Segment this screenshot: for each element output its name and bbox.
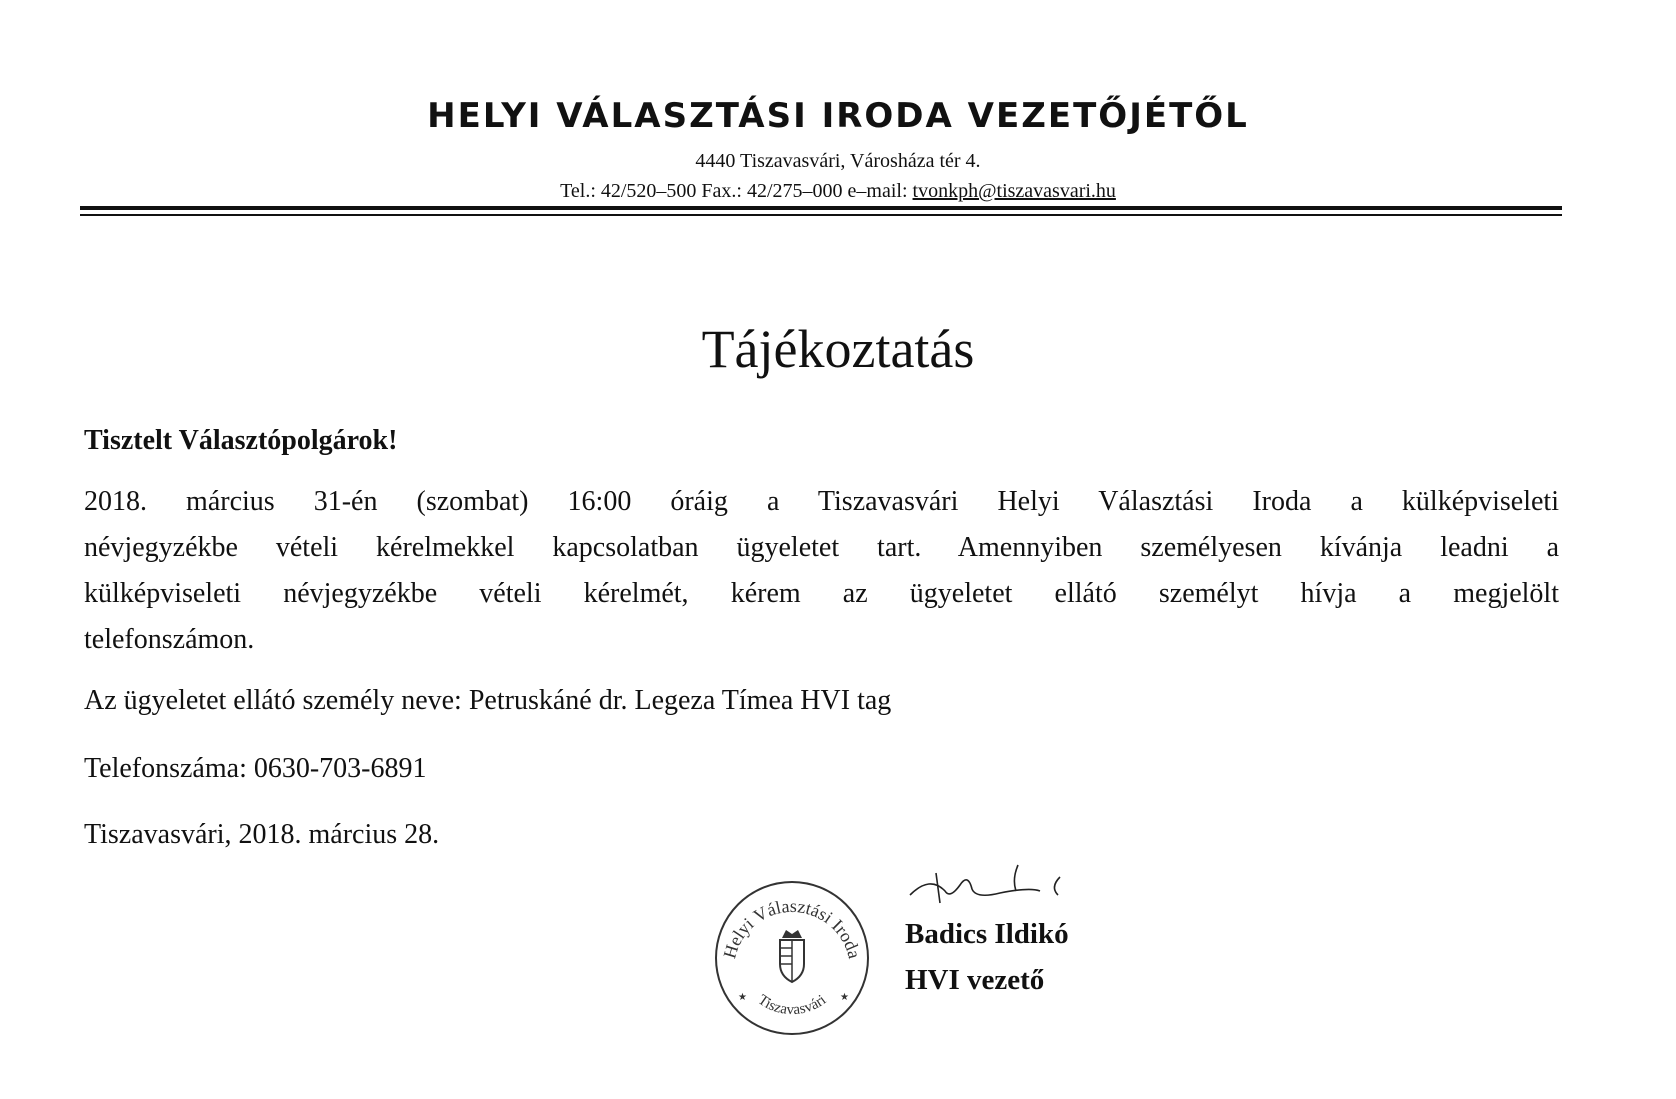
- letterhead-address: 4440 Tiszavasvári, Városháza tér 4.: [695, 150, 981, 172]
- salutation: Tisztelt Választópolgárok!: [84, 425, 398, 456]
- duty-person: Az ügyeletet ellátó személy neve: Petruskáné dr. Legeza Tímea HVI tag: [84, 685, 892, 716]
- paragraph-line: névjegyzékbe vételi kérelmekkel kapcsolatban ügyeletet tart. Amennyiben személyesen kívánja leadni a: [84, 532, 1559, 563]
- main-paragraph: [84, 479, 1559, 663]
- date-place: Tiszavasvári, 2018. március 28.: [84, 819, 440, 850]
- signer-role: HVI vezető: [905, 964, 1045, 996]
- paragraph-line: telefonszámon.: [84, 624, 255, 655]
- phone-number: Telefonszáma: 0630-703-6891: [84, 753, 427, 784]
- stamp-star-right: ★: [840, 992, 849, 1003]
- paragraph-line: 2018. március 31-én (szombat) 16:00 óráig a Tiszavasvári Helyi Választási Iroda a külképviseleti: [84, 486, 1559, 517]
- letterhead-rule-thin: [80, 214, 1562, 216]
- document-heading: Tájékoztatás: [701, 319, 975, 379]
- signer-name: Badics Ildikó: [905, 918, 1069, 950]
- stamp-text-bottom: Tiszavasvári: [754, 991, 830, 1019]
- letterhead-rule-thick: [80, 206, 1562, 210]
- handwritten-signature: [900, 855, 1100, 915]
- stamp-text-top: Helyi Választási Iroda: [719, 895, 865, 961]
- letterhead-title: HELYI VÁLASZTÁSI IRODA VEZETŐJÉTŐL: [427, 96, 1249, 136]
- coat-of-arms-icon: [780, 930, 804, 982]
- letterhead-contact: [0, 180, 1676, 203]
- email-link[interactable]: tvonkph@tiszavasvari.hu: [912, 180, 1116, 202]
- paragraph-line: külképviseleti névjegyzékbe vételi kérelmét, kérem az ügyeletet ellátó személyt hívja a megjelölt: [84, 578, 1559, 609]
- stamp-star-left: ★: [738, 992, 747, 1003]
- official-stamp: [712, 878, 872, 1038]
- contact-phone-fax: Tel.: 42/520–500 Fax.: 42/275–000 e–mail:: [560, 180, 913, 202]
